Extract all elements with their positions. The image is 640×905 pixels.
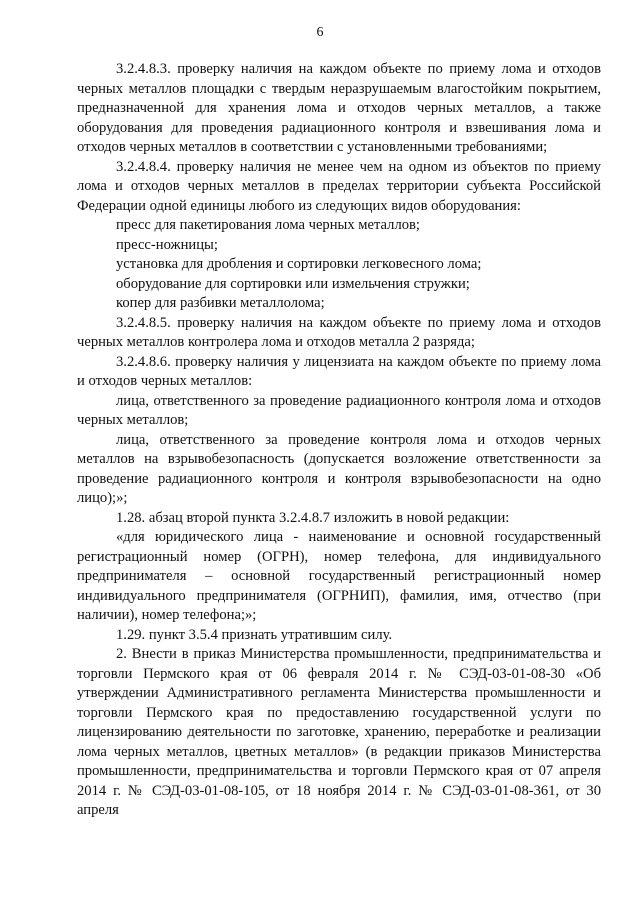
page-number: 6 xyxy=(316,25,324,40)
paragraph-3-2-4-8-6: 3.2.4.8.6. проверку наличия у лицензиата на каждом объекте по приему лома и отходов черных металлов: xyxy=(77,353,601,389)
paragraph-2: 2. Внести в приказ Министерства промышленности, предпринимательства и торговли Пермского края от 06 февраля 2014 г. № СЭД-03-01-08-30 «Об утверждении Административного регламента Министерства промышленности и торговли Пермского края по предоставлению государственной услуги по лицензированию деятельности по заготовке, хранению, переработке и реализации лома черных металлов, цветных металлов» (в редакции приказов Министерства промышленности, предпринимательства и торговли Пермского края от 07 апреля 2014 г. № СЭД-03-01-08-105, от 18 ноября 2014 г. № СЭД-03-01-08-361, от 30 апреля xyxy=(77,646,601,818)
equipment-item-press: пресс для пакетирования лома черных металлов; xyxy=(116,217,420,233)
document-body xyxy=(77,60,601,821)
paragraph-3-2-4-8-4: 3.2.4.8.4. проверку наличия не менее чем на одном из объектов по приему лома и отходов черных металлов в пределах территории субъекта Российской Федерации одной единицы любого из следующих видов оборудования: xyxy=(77,158,601,214)
paragraph-explosion-safety-person: лица, ответственного за проведение контроля лома и отходов черных металлов на взрывобезопасность (допускается возложение ответственности за проведение радиационного контроля и контроля взрывобезопасности на одно лицо);»; xyxy=(77,431,601,506)
paragraph-1-29: 1.29. пункт 3.5.4 признать утратившим силу. xyxy=(116,626,393,643)
paragraph-new-wording: «для юридического лица - наименование и основной государственный регистрационный номер (ОГРН), номер телефона, для индивидуального предпринимателя – основной государственный регистрационный номер индивидуального предпринимателя (ОГРНИП), фамилия, имя, отчество (при наличии), номер телефона;»; xyxy=(77,529,601,623)
equipment-item-shears: пресс-ножницы; xyxy=(116,236,218,253)
paragraph-radiation-control-person: лица, ответственного за проведение радиационного контроля лома и отходов черных металлов; xyxy=(77,392,601,428)
equipment-item-crusher: установка для дробления и сортировки легковесного лома; xyxy=(116,256,482,272)
equipment-item-chip-sorter: оборудование для сортировки или измельчения стружки; xyxy=(116,275,470,292)
paragraph-3-2-4-8-3: 3.2.4.8.3. проверку наличия на каждом объекте по приему лома и отходов черных металлов площадки с твердым неразрушаемым влагостойким покрытием, предназначенной для хранения лома и отходов черных металлов, а также оборудования для проведения радиационного контроля и взвешивания лома и отходов черных металлов в соответствии с установленными требованиями; xyxy=(77,61,601,155)
paragraph-3-2-4-8-5: 3.2.4.8.5. проверку наличия на каждом объекте по приему лома и отходов черных металлов контролера лома и отходов металла 2 разряда; xyxy=(77,314,601,350)
equipment-item-pile-driver: копер для разбивки металлолома; xyxy=(116,295,325,311)
paragraph-1-28: 1.28. абзац второй пункта 3.2.4.8.7 изложить в новой редакции: xyxy=(116,509,510,526)
